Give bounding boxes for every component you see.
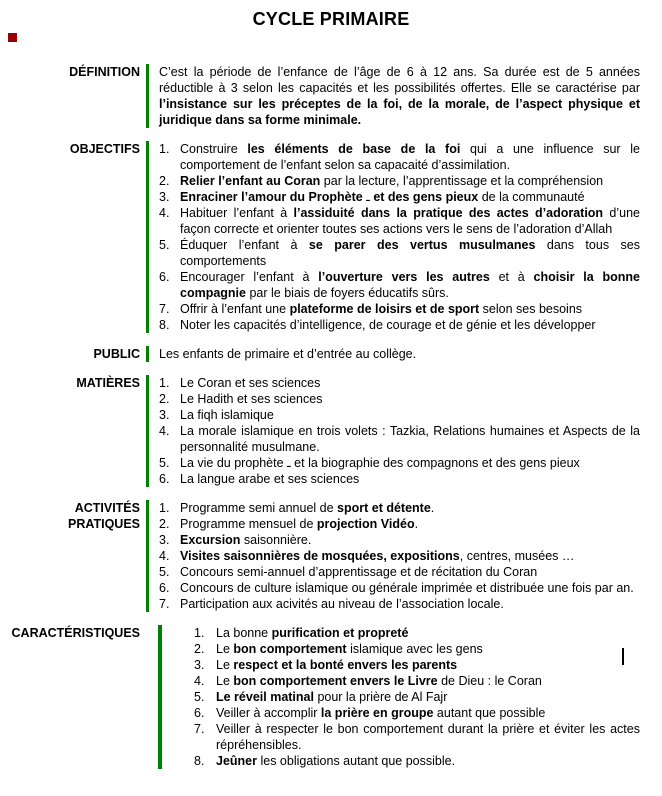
section-label-line: MATIÈRES xyxy=(76,376,140,390)
list-number: 7. xyxy=(159,597,170,611)
list-item-text xyxy=(216,641,640,657)
section-content-activites-pratiques xyxy=(159,500,662,612)
text-run: La fiqh islamique xyxy=(180,408,274,422)
text-run: Habituer l’enfant à xyxy=(180,206,294,220)
list-item-text xyxy=(216,705,640,721)
list-number: 7. xyxy=(159,302,170,316)
section-objectifs xyxy=(0,141,662,333)
text-cursor-mark xyxy=(622,648,624,665)
matieres-item-3 xyxy=(159,407,640,423)
list-number: 4. xyxy=(159,206,170,220)
text-run: et à xyxy=(489,270,534,284)
list-item-text xyxy=(180,391,640,407)
activites-pratiques-item-7 xyxy=(159,596,640,612)
text-run: les obligations autant que possible. xyxy=(257,754,456,768)
list-number: 4. xyxy=(159,424,170,438)
text-run: Construire xyxy=(180,142,248,156)
list-item-text xyxy=(180,189,640,205)
section-label-line: PUBLIC xyxy=(93,347,140,361)
text-run: islamique avec les gens xyxy=(346,642,483,656)
section-label-objectifs xyxy=(0,141,146,333)
text-run: Programme semi annuel de xyxy=(180,501,338,515)
caracteristiques-item-8 xyxy=(194,753,640,769)
bold-text-run: et des gens pieux xyxy=(373,190,479,204)
bold-text-run: projection Vidéo xyxy=(316,517,415,531)
bold-text-run: respect et la bonté envers les parents xyxy=(233,658,458,672)
text-run: dans tous ses comportements xyxy=(180,238,640,268)
objectifs-item-7 xyxy=(159,301,640,317)
list-item-text xyxy=(216,753,640,769)
bold-text-run: Relier l’enfant au Coran xyxy=(180,174,321,188)
text-run: de la communauté xyxy=(478,190,585,204)
list-item-text xyxy=(180,564,640,580)
activites-pratiques-item-5 xyxy=(159,564,640,580)
list-item-text xyxy=(180,237,640,269)
activites-pratiques-item-6 xyxy=(159,580,640,596)
text-run: Le xyxy=(216,674,234,688)
bold-text-run: l’insistance sur les préceptes de la foi, de la morale, de l’aspect physique et juridique dans sa forme minimale. xyxy=(159,97,640,127)
section-label-activites-pratiques xyxy=(0,500,146,612)
sections-container xyxy=(0,64,662,769)
section-accent-bar xyxy=(146,375,149,487)
text-run: Les enfants de primaire et d’entrée au collège. xyxy=(159,347,417,361)
text-run: qui a une influence sur le comportement de l’enfant selon sa capacaité d’assimilation. xyxy=(180,142,640,172)
text-run: C’est la période de l’enfance de l’âge de 6 à 12 ans. Sa durée est de 5 années réductible à 3 selon les capacités et les possibilités offertes. Elle se caractérise par xyxy=(159,65,640,95)
objectifs-item-4 xyxy=(159,205,640,237)
matieres-item-6 xyxy=(159,471,640,487)
list-number: 2. xyxy=(194,642,205,656)
list-number: 1. xyxy=(159,376,170,390)
section-label-caracteristiques xyxy=(0,625,146,769)
bold-text-run: l’assiduité dans la pratique des actes d’adoration xyxy=(293,206,604,220)
section-definition xyxy=(0,64,662,128)
list-item-text xyxy=(216,689,640,705)
section-content-public xyxy=(159,346,662,362)
objectifs-item-1 xyxy=(159,141,640,173)
section-matieres xyxy=(0,375,662,487)
section-accent-bar xyxy=(146,346,149,362)
list-item-text xyxy=(180,423,640,455)
bold-text-run: Visites saisonnières de mosquées, expositions xyxy=(180,549,460,563)
list-item-text xyxy=(180,173,640,189)
list-number: 8. xyxy=(194,754,205,768)
list-number: 3. xyxy=(159,190,170,204)
caracteristiques-item-5 xyxy=(194,689,640,705)
list-item-text xyxy=(180,269,640,301)
section-label-public xyxy=(0,346,146,362)
bold-text-run: sport et détente xyxy=(337,501,431,515)
list-item-text xyxy=(180,205,640,237)
section-accent-bar xyxy=(146,500,149,612)
text-run: , centres, musées … xyxy=(459,549,575,563)
bold-text-run: choisir la bonne compagnie xyxy=(180,270,640,300)
text-run: Encourager l’enfant à xyxy=(180,270,319,284)
caracteristiques-item-1 xyxy=(194,625,640,641)
objectifs-item-3 xyxy=(159,189,640,205)
text-run: par la lecture, l’apprentissage et la compréhension xyxy=(320,174,604,188)
section-accent-bar xyxy=(146,64,149,128)
list-item-text xyxy=(180,532,640,548)
list-item-text xyxy=(180,516,640,532)
list-item-text xyxy=(180,471,640,487)
public-paragraph xyxy=(159,346,640,362)
text-run: saisonnière. xyxy=(240,533,312,547)
list-item-text xyxy=(180,407,640,423)
list-number: 1. xyxy=(159,142,170,156)
section-content-definition xyxy=(159,64,662,128)
page-title: CYCLE PRIMAIRE xyxy=(252,9,410,29)
text-run: Participation aux acivités au niveau de l’association locale. xyxy=(180,597,504,611)
list-number: 6. xyxy=(159,270,170,284)
list-number: 6. xyxy=(159,581,170,595)
list-item-text xyxy=(180,301,640,317)
section-label-line: PRATIQUES xyxy=(68,517,140,531)
list-item-text xyxy=(180,317,640,333)
activites-pratiques-item-4 xyxy=(159,548,640,564)
text-run: . xyxy=(430,501,435,515)
section-content-caracteristiques xyxy=(162,625,662,769)
activites-pratiques-item-1 xyxy=(159,500,640,516)
bold-text-run: Le réveil matinal xyxy=(216,690,314,704)
text-run: . xyxy=(414,517,419,531)
text-run: Offrir à l’enfant une xyxy=(180,302,290,316)
list-item-text xyxy=(216,673,640,689)
matieres-item-4 xyxy=(159,423,640,455)
text-run: Le Hadith et ses sciences xyxy=(180,392,323,406)
list-number: 5. xyxy=(159,456,170,470)
text-run: La vie du prophète ـ et la biographie des compagnons et des gens pieux xyxy=(180,456,580,470)
section-label-matieres xyxy=(0,375,146,487)
activites-pratiques-item-3 xyxy=(159,532,640,548)
section-activites-pratiques xyxy=(0,500,662,612)
bold-text-run: les éléments de base de la foi xyxy=(247,142,461,156)
text-run: ـ xyxy=(362,190,374,204)
caracteristiques-item-7 xyxy=(194,721,640,753)
section-content-matieres xyxy=(159,375,662,487)
text-run: par le biais de foyers éducatifs sûrs. xyxy=(246,286,449,300)
text-run: Concours de culture islamique ou générale imprimée et distribuée une fois par an. xyxy=(180,581,634,595)
text-run: Le xyxy=(216,658,234,672)
text-run: autant que possible xyxy=(433,706,546,720)
list-number: 7. xyxy=(194,722,205,736)
bold-text-run: la prière en groupe xyxy=(320,706,434,720)
objectifs-item-8 xyxy=(159,317,640,333)
section-caracteristiques xyxy=(0,625,662,769)
bold-text-run: bon comportement xyxy=(233,642,347,656)
list-item-text xyxy=(180,548,640,564)
text-run: Le Coran et ses sciences xyxy=(180,376,321,390)
list-item-text xyxy=(180,141,640,173)
list-item-text xyxy=(216,657,640,673)
text-run: Veiller à accomplir xyxy=(216,706,321,720)
section-public xyxy=(0,346,662,362)
list-number: 1. xyxy=(159,501,170,515)
list-item-text xyxy=(180,375,640,391)
text-run: La morale islamique en trois volets : Tazkia, Relations humaines et Aspects de la personnalité musulmane. xyxy=(180,424,640,454)
list-number: 4. xyxy=(159,549,170,563)
list-number: 2. xyxy=(159,392,170,406)
activites-pratiques-item-2 xyxy=(159,516,640,532)
list-number: 5. xyxy=(194,690,205,704)
bold-text-run: se parer des vertus musulmanes xyxy=(308,238,536,252)
bold-text-run: l’ouverture vers les autres xyxy=(318,270,490,284)
objectifs-item-6 xyxy=(159,269,640,301)
bold-text-run: Enraciner l’amour du Prophète xyxy=(180,190,363,204)
list-item-text xyxy=(216,721,640,753)
text-run: La bonne xyxy=(216,626,272,640)
text-run: La langue arabe et ses sciences xyxy=(180,472,360,486)
list-number: 4. xyxy=(194,674,205,688)
list-number: 5. xyxy=(159,565,170,579)
bold-text-run: bon comportement envers le Livre xyxy=(233,674,438,688)
text-run: Le xyxy=(216,642,234,656)
objectifs-item-2 xyxy=(159,173,640,189)
bold-text-run: plateforme de loisirs et de sport xyxy=(289,302,480,316)
text-run: pour la prière de Al Fajr xyxy=(313,690,448,704)
text-run: Éduquer l’enfant à xyxy=(180,238,309,252)
list-number: 8. xyxy=(159,318,170,332)
section-label-line: OBJECTIFS xyxy=(69,142,140,156)
list-item-text xyxy=(180,580,640,596)
caracteristiques-item-6 xyxy=(194,705,640,721)
caracteristiques-item-4 xyxy=(194,673,640,689)
list-number: 3. xyxy=(194,658,205,672)
text-run: de Dieu : le Coran xyxy=(437,674,542,688)
list-item-text xyxy=(180,500,640,516)
caracteristiques-item-2 xyxy=(194,641,640,657)
matieres-item-2 xyxy=(159,391,640,407)
section-label-line: ACTIVITÉS xyxy=(74,501,140,515)
section-label-definition xyxy=(0,64,146,128)
bold-text-run: purification et propreté xyxy=(271,626,409,640)
matieres-item-1 xyxy=(159,375,640,391)
list-number: 2. xyxy=(159,174,170,188)
text-run: d’une façon correcte et orienter toutes ses actions vers le sens de l’adoration d’Allah xyxy=(180,206,640,236)
list-item-text xyxy=(180,596,640,612)
section-label-line: CARACTÉRISTIQUES xyxy=(11,626,140,640)
section-accent-bar xyxy=(146,141,149,333)
text-run: Noter les capacités d’intelligence, de courage et de génie et les développer xyxy=(180,318,596,332)
section-label-line: DÉFINITION xyxy=(69,65,140,79)
bold-text-run: Jeûner xyxy=(216,754,257,768)
list-number: 1. xyxy=(194,626,205,640)
bold-text-run: Excursion xyxy=(180,533,241,547)
list-item-text xyxy=(216,625,640,641)
list-number: 6. xyxy=(194,706,205,720)
list-number: 3. xyxy=(159,533,170,547)
definition-paragraph xyxy=(159,64,640,128)
list-number: 2. xyxy=(159,517,170,531)
section-content-objectifs xyxy=(159,141,662,333)
text-run: Concours semi-annuel d’apprentissage et de récitation du Coran xyxy=(180,565,538,579)
list-number: 5. xyxy=(159,238,170,252)
caracteristiques-item-3 xyxy=(194,657,640,673)
objectifs-item-5 xyxy=(159,237,640,269)
list-number: 6. xyxy=(159,472,170,486)
list-number: 3. xyxy=(159,408,170,422)
matieres-item-5 xyxy=(159,455,640,471)
text-run: Veiller à respecter le bon comportement durant la prière et éviter les actes répréhensibles. xyxy=(216,722,640,752)
text-run: Programme mensuel de xyxy=(180,517,317,531)
text-run: selon ses besoins xyxy=(479,302,583,316)
list-item-text xyxy=(180,455,640,471)
red-square-marker xyxy=(8,33,17,42)
